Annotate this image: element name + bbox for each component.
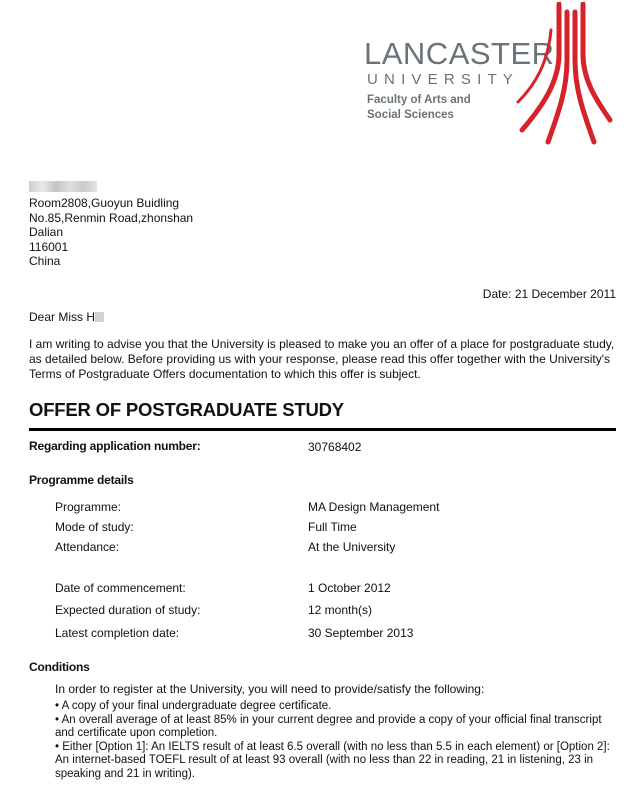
intro-line: Terms of Postgraduate Offers documentation to which this offer is subject.: [29, 367, 421, 381]
condition-item: • A copy of your final undergraduate degree certificate.: [55, 700, 332, 712]
heading-divider: [29, 428, 616, 431]
intro-line: I am writing to advise you that the University is pleased to make you an offer of a place for postgraduate study,: [29, 337, 615, 351]
programme-details-title: Programme details: [29, 473, 134, 487]
address-line: 116001: [29, 239, 69, 254]
redacted-surname: [95, 312, 104, 322]
programme-label: Programme:: [55, 500, 122, 514]
conditions-title: Conditions: [29, 660, 90, 674]
logo-university: UNIVERSITY: [367, 71, 520, 88]
address-line: Room2808,Guoyun Buidling: [29, 196, 180, 210]
conditions-intro: In order to register at the University, you will need to provide/satisfy the following:: [55, 682, 485, 696]
recipient-address: [29, 196, 193, 269]
letter-date: Date: 21 December 2011: [482, 287, 616, 301]
lancaster-logo: [364, 8, 614, 143]
commencement-label: Date of commencement:: [55, 581, 186, 595]
redacted-name: [29, 181, 97, 192]
mode-of-study-label: Mode of study:: [55, 520, 134, 534]
logo-faculty-line1: Faculty of Arts and: [367, 94, 471, 106]
completion-date-value: 30 September 2013: [308, 626, 414, 640]
mode-of-study-value: Full Time: [308, 520, 357, 534]
intro-line: as detailed below. Before providing us with your response, please read this offer together with the University's: [29, 352, 611, 366]
programme-value: MA Design Management: [308, 500, 440, 514]
condition-item: • Either [Option 1]: An IELTS result of at least 6.5 overall (with no less than 5.5 in each element) or [Option 2]: An internet-based TOEFL result of at least 93 overall (with no less than 22 in reading, 21 in listening, 23 in speaking and 21 in writing).: [55, 740, 610, 780]
completion-date-label: Latest completion date:: [55, 626, 180, 640]
lancaster-emblem-icon: [514, 2, 614, 147]
address-line: Dalian: [29, 225, 64, 239]
duration-label: Expected duration of study:: [55, 603, 201, 617]
logo-faculty-line2: Social Sciences: [367, 109, 454, 121]
attendance-value: At the University: [308, 540, 396, 554]
salutation-text: Dear Miss H: [29, 310, 96, 324]
address-line: China: [29, 254, 61, 268]
conditions-list: [55, 700, 615, 781]
condition-item: • An overall average of at least 85% in your current degree and provide a copy of your official final transcript and certificate upon completion.: [55, 713, 602, 739]
address-line: No.85,Renmin Road,zhonshan: [29, 210, 194, 225]
logo-faculty: [367, 93, 471, 123]
attendance-label: Attendance:: [55, 540, 120, 554]
commencement-value: 1 October 2012: [308, 581, 391, 595]
salutation: [29, 310, 104, 324]
logo-name: LANCASTER: [364, 36, 555, 71]
application-number-value: 30768402: [308, 440, 362, 454]
duration-value: 12 month(s): [308, 603, 373, 617]
intro-paragraph: [29, 337, 619, 382]
application-number-label: Regarding application number:: [29, 439, 201, 453]
page-title: OFFER OF POSTGRADUATE STUDY: [29, 399, 344, 420]
